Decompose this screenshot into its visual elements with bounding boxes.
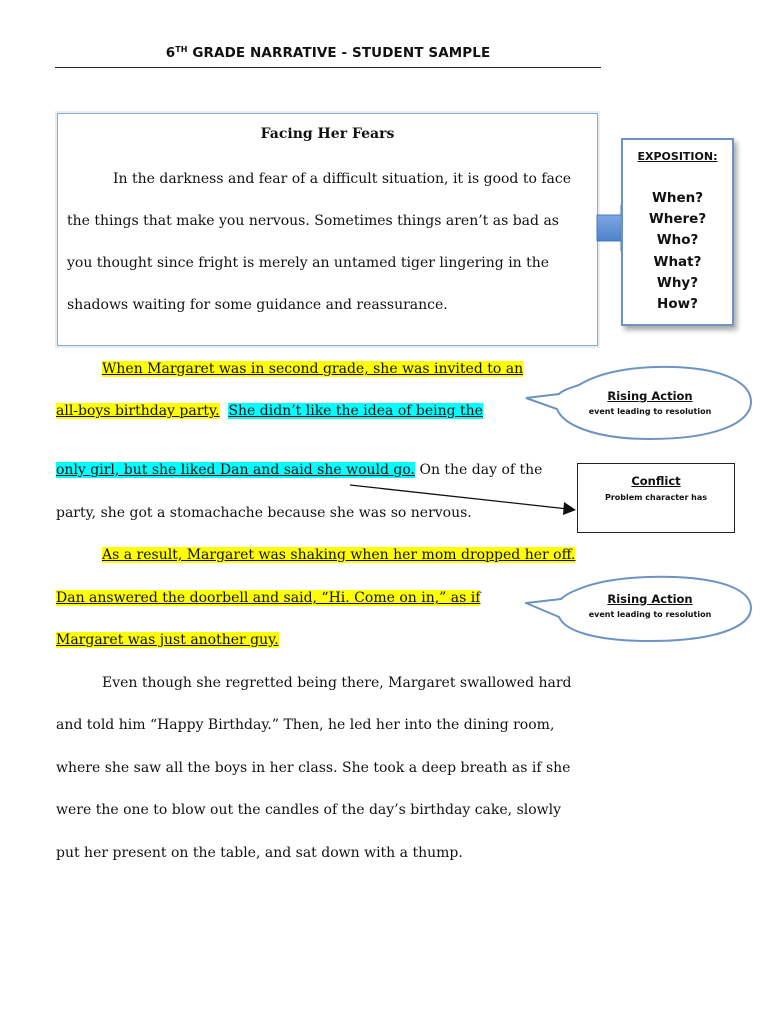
story-line: Dan answered the doorbell and said, “Hi. Come on in,” as if <box>56 590 481 606</box>
exposition-question: What? <box>653 254 702 270</box>
story-line: When Margaret was in second grade, she was invited to an <box>102 361 524 377</box>
story-line: where she saw all the boys in her class. She took a deep breath as if she <box>56 760 571 776</box>
intro-line: the things that make you nervous. Sometimes things aren’t as bad as <box>67 213 559 229</box>
intro-line: you thought since fright is merely an untamed tiger lingering in the <box>67 255 550 271</box>
callout-title: Rising Action <box>607 389 693 403</box>
exposition-question: When? <box>651 190 704 206</box>
story-line: put her present on the table, and sat down with a thump. <box>56 845 463 861</box>
story-line: Margaret was just another guy. <box>56 632 279 648</box>
story-title: Facing Her Fears <box>260 126 395 142</box>
story-line: were the one to blow out the candles of the day’s birthday cake, slowly <box>56 802 562 818</box>
page-title: 6TH GRADE NARRATIVE - STUDENT SAMPLE <box>165 45 491 61</box>
exposition-label: EXPOSITION: <box>637 150 718 163</box>
speech-bubble-icon <box>525 365 755 445</box>
callout-subtitle: Problem character has <box>604 493 708 502</box>
title-divider <box>55 67 601 68</box>
story-line: and told him “Happy Birthday.” Then, he led her into the dining room, <box>56 717 555 733</box>
story-line: Even though she regretted being there, Margaret swallowed hard <box>102 675 572 691</box>
story-line: party, she got a stomachache because she was so nervous. <box>56 505 472 521</box>
intro-line: shadows waiting for some guidance and reassurance. <box>67 297 448 313</box>
story-line: all-boys birthday party. She didn’t like the idea of being the <box>56 403 483 419</box>
callout-subtitle: event leading to resolution <box>588 407 712 416</box>
exposition-question: Who? <box>656 232 699 248</box>
exposition-question: How? <box>657 296 698 312</box>
callout-title: Rising Action <box>607 592 693 606</box>
callout-title: Conflict <box>631 474 681 488</box>
exposition-question: Where? <box>648 211 707 227</box>
pointer-arrow-icon <box>348 482 580 518</box>
callout-subtitle: event leading to resolution <box>588 610 712 619</box>
story-line: only girl, but she liked Dan and said she would go. On the day of the <box>56 462 543 478</box>
exposition-question: Why? <box>656 275 699 291</box>
intro-line: In the darkness and fear of a difficult situation, it is good to face <box>113 171 572 187</box>
story-line: As a result, Margaret was shaking when her mom dropped her off. <box>102 547 576 563</box>
